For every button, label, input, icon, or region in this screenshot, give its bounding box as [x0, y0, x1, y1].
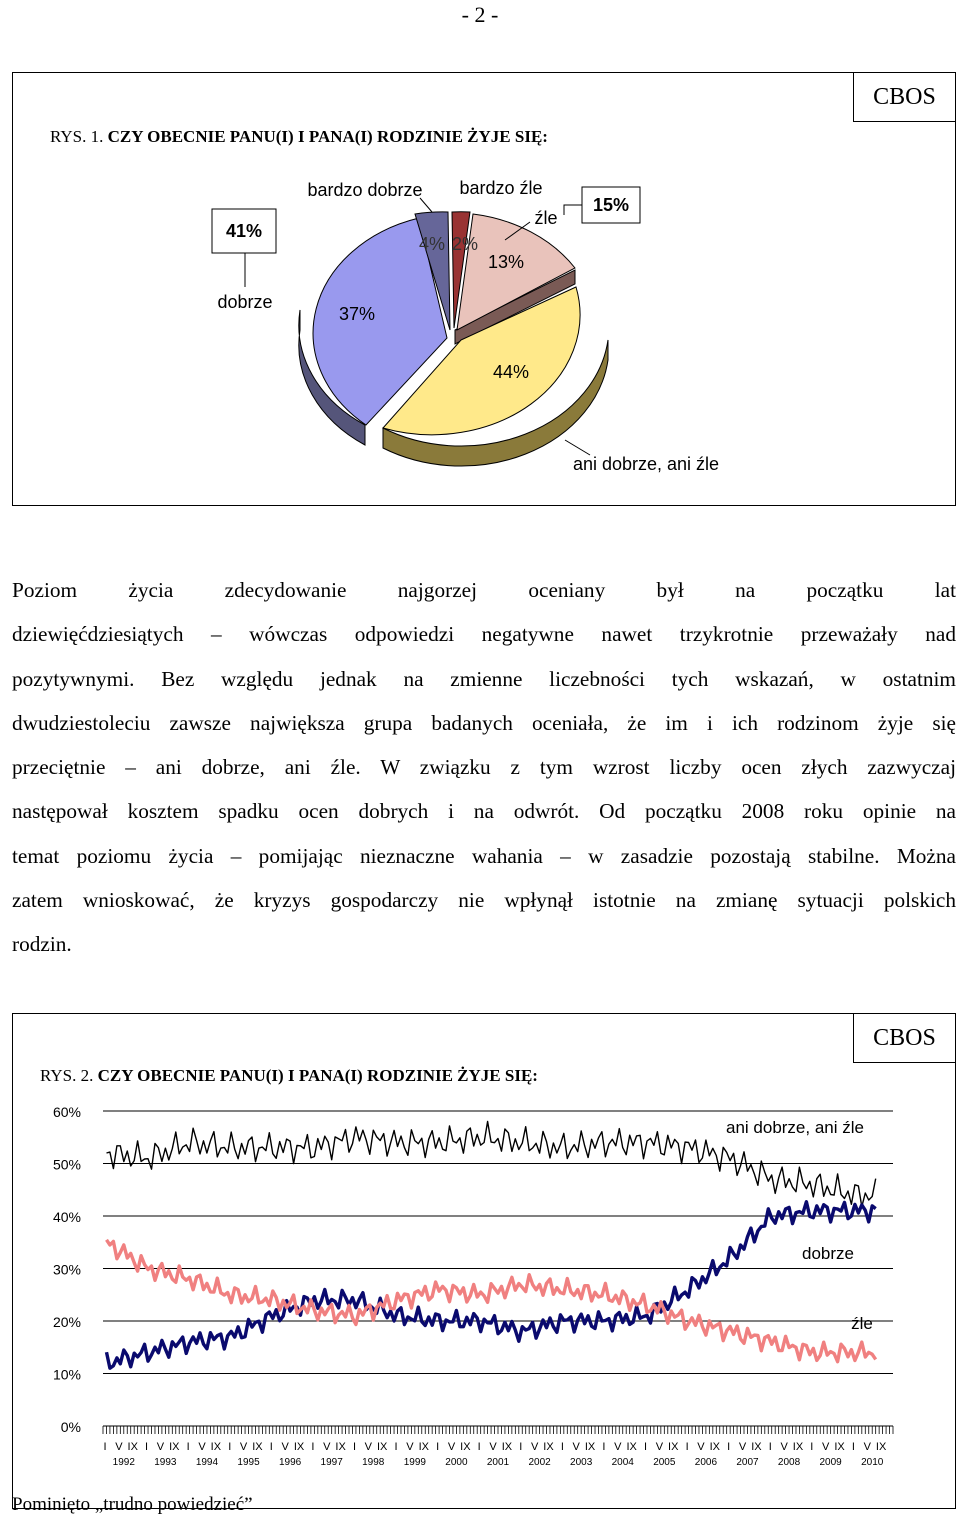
- x-month-label: I: [394, 1441, 398, 1453]
- group-bad-value: 15%: [592, 195, 630, 215]
- x-month-label: V: [281, 1441, 289, 1453]
- paragraph-line: Poziom życia zdecydowanie najgorzej oceniany był na początku lat: [12, 578, 956, 602]
- x-month-label: V: [489, 1441, 497, 1453]
- figure-2-number: RYS. 2.: [40, 1066, 94, 1085]
- x-month-label: I: [727, 1441, 731, 1453]
- paragraph-line: dwudziestoleciu zawsze największa grupa badanych oceniała, że im i ich rodzinom żyje się: [12, 710, 956, 735]
- x-month-label: IX: [460, 1441, 471, 1453]
- figure-1-number: RYS. 1.: [50, 127, 104, 146]
- x-month-label: V: [863, 1441, 871, 1453]
- x-month-label: IX: [210, 1441, 222, 1453]
- figure-1-question: CZY OBECNIE PANU(I) I PANA(I) RODZINIE ŻYJE SIĘ:: [107, 127, 548, 146]
- paragraph-line: temat poziomu życia – pomijając nieznaczne wahania – w zasadzie pozostają stabilne. Można: [12, 843, 956, 868]
- x-month-label: V: [364, 1441, 373, 1453]
- paragraph-line: rodzin.: [12, 932, 72, 957]
- x-month-label: V: [614, 1441, 622, 1453]
- y-axis-labels: [53, 1104, 81, 1435]
- x-month-label: I: [768, 1441, 772, 1453]
- x-month-label: IX: [127, 1441, 138, 1453]
- paragraph-line: dziewięćdziesiątych – wówczas odpowiedzi negatywne nawet trzykrotnie przeważały nad: [12, 622, 956, 647]
- y-tick-label: 0%: [60, 1419, 81, 1435]
- value-very-bad: 2%: [451, 234, 479, 254]
- paragraph-line: następował kosztem spadku ocen dobrych i na odwrót. Od początku 2008 roku opinie na: [12, 799, 956, 824]
- series: [107, 1122, 876, 1369]
- paragraph-line: pozytywnymi. Bez względu jednak na zmienne liczebności tych wskazań, w ostatnim: [12, 666, 956, 691]
- x-month-label: I: [602, 1441, 606, 1453]
- y-tick-label: 40%: [52, 1209, 81, 1225]
- x-month-label: IX: [293, 1441, 305, 1453]
- x-month-label: I: [477, 1441, 481, 1453]
- x-year-label: 1994: [195, 1457, 219, 1468]
- x-year-label: 1997: [320, 1457, 343, 1468]
- x-month-label: I: [228, 1441, 232, 1453]
- x-year-label: 2003: [570, 1457, 593, 1468]
- page-number: - 2 -: [461, 2, 499, 27]
- x-year-label: 2001: [486, 1457, 510, 1468]
- label-very-bad: bardzo źle: [459, 178, 543, 198]
- x-month-label: V: [655, 1441, 664, 1453]
- x-month-label: I: [311, 1441, 315, 1453]
- x-month-label: V: [323, 1441, 331, 1453]
- x-year-label: 2008: [777, 1457, 801, 1468]
- x-month-label: V: [572, 1441, 580, 1453]
- x-month-label: IX: [584, 1441, 596, 1453]
- x-month-label: I: [103, 1441, 107, 1453]
- y-tick-label: 20%: [52, 1314, 81, 1330]
- paragraph-line: przeciętnie – ani dobrze, ani źle. W związku z tym wzrost liczby ocen złych zazwyczaj: [12, 755, 956, 780]
- x-month-label: IX: [501, 1441, 513, 1453]
- series-label-bad: źle: [851, 1314, 873, 1333]
- x-year-label: 2006: [694, 1457, 718, 1468]
- x-month-label: IX: [418, 1441, 429, 1453]
- x-year-label: 2010: [861, 1457, 884, 1468]
- x-year-label: 1996: [278, 1457, 302, 1468]
- x-month-label: V: [697, 1441, 705, 1453]
- series-label-neutral: ani dobrze, ani źle: [726, 1118, 864, 1137]
- x-month-label: I: [560, 1441, 564, 1453]
- paragraph-line: zatem wnioskować, że kryzys gospodarczy nie wpłynął istotnie na zmianę sytuacji polskich: [12, 888, 956, 913]
- x-axis-ticks: [103, 1426, 893, 1468]
- x-month-label: IX: [834, 1441, 845, 1453]
- x-month-label: IX: [626, 1441, 637, 1453]
- x-month-label: V: [530, 1441, 539, 1453]
- value-very-good: 4%: [418, 234, 446, 254]
- x-month-label: I: [851, 1441, 855, 1453]
- x-month-label: IX: [543, 1441, 554, 1453]
- x-month-label: IX: [335, 1441, 346, 1453]
- label-good: dobrze: [217, 292, 273, 312]
- x-month-label: V: [780, 1441, 788, 1453]
- series-label-good: dobrze: [802, 1244, 854, 1263]
- cbos-label: CBOS: [853, 72, 956, 122]
- label-neutral: ani dobrze, ani źle: [572, 454, 720, 474]
- y-tick-label: 60%: [52, 1104, 81, 1120]
- x-year-label: 2002: [528, 1457, 551, 1468]
- x-month-label: I: [685, 1441, 689, 1453]
- x-month-label: V: [822, 1441, 830, 1453]
- x-year-label: 1995: [237, 1457, 260, 1468]
- footnote: Pominięto „trudno powiedzieć”: [12, 1494, 253, 1515]
- x-month-label: V: [156, 1441, 165, 1453]
- x-month-label: IX: [252, 1441, 263, 1453]
- x-year-label: 2004: [611, 1457, 634, 1468]
- x-month-label: IX: [169, 1441, 180, 1453]
- x-month-label: IX: [875, 1441, 887, 1453]
- x-year-label: 1993: [154, 1457, 177, 1468]
- y-tick-label: 30%: [52, 1261, 81, 1278]
- x-month-label: I: [352, 1441, 357, 1453]
- x-year-label: 1998: [362, 1457, 385, 1468]
- value-good: 37%: [338, 304, 376, 324]
- x-month-label: I: [269, 1441, 273, 1453]
- x-month-label: V: [738, 1441, 747, 1453]
- x-month-label: V: [239, 1441, 248, 1453]
- x-year-label: 1992: [112, 1457, 135, 1468]
- label-very-good: bardzo dobrze: [307, 180, 423, 200]
- x-month-label: IX: [376, 1441, 388, 1453]
- x-month-label: V: [198, 1441, 206, 1453]
- x-month-label: V: [447, 1441, 456, 1453]
- x-year-label: 1999: [403, 1457, 426, 1468]
- grid: [103, 1111, 893, 1426]
- x-month-label: IX: [709, 1441, 721, 1453]
- group-good-value: 41%: [225, 221, 263, 241]
- x-month-label: IX: [751, 1441, 762, 1453]
- x-year-label: 2000: [445, 1457, 468, 1468]
- x-month-label: I: [186, 1441, 190, 1453]
- x-month-label: V: [115, 1441, 123, 1453]
- x-year-label: 2005: [653, 1457, 676, 1468]
- x-month-label: IX: [668, 1441, 679, 1453]
- x-year-label: 2007: [736, 1457, 759, 1468]
- cbos-label: CBOS: [853, 1013, 956, 1063]
- x-year-label: 2009: [819, 1457, 842, 1468]
- x-month-label: I: [145, 1441, 149, 1453]
- x-month-label: I: [810, 1441, 814, 1453]
- value-bad: 13%: [487, 252, 525, 272]
- value-neutral: 44%: [492, 362, 530, 382]
- x-month-label: I: [519, 1441, 523, 1453]
- x-month-label: I: [643, 1441, 648, 1453]
- label-bad: źle: [534, 208, 558, 228]
- figure-2-question: CZY OBECNIE PANU(I) I PANA(I) RODZINIE ŻYJE SIĘ:: [97, 1066, 538, 1085]
- y-tick-label: 10%: [52, 1366, 81, 1383]
- x-month-label: IX: [792, 1441, 804, 1453]
- x-month-label: I: [436, 1441, 440, 1453]
- x-month-label: V: [406, 1441, 414, 1453]
- y-tick-label: 50%: [52, 1156, 81, 1173]
